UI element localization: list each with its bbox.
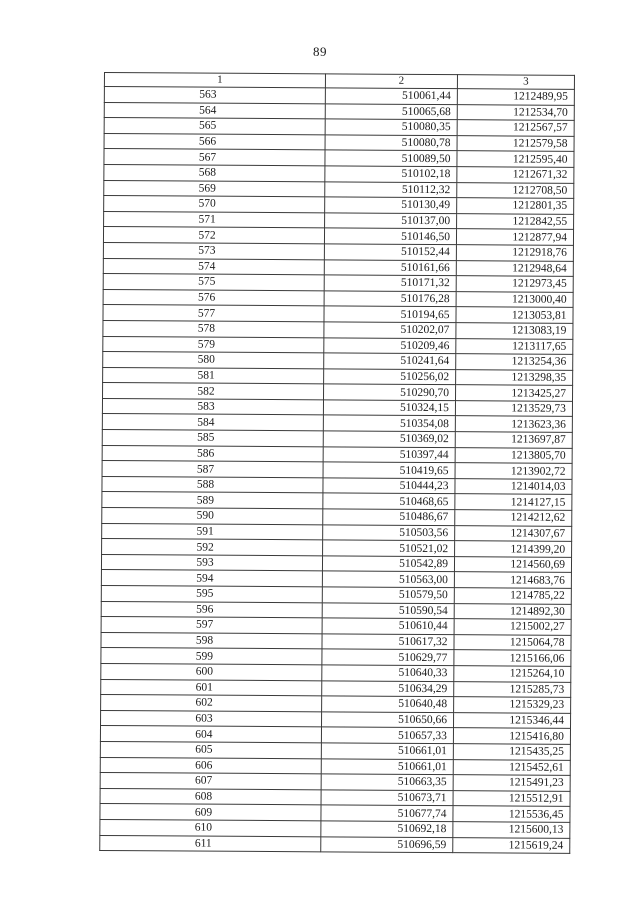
point-number-cell: 591 xyxy=(102,523,323,540)
x-coordinate-cell: 510692,18 xyxy=(321,821,453,837)
y-coordinate-cell: 1215491,23 xyxy=(453,775,570,791)
y-coordinate-cell: 1215166,06 xyxy=(454,650,571,666)
x-coordinate-cell: 510563,00 xyxy=(322,571,454,587)
x-coordinate-cell: 510634,29 xyxy=(322,680,454,696)
point-number-cell: 601 xyxy=(101,679,322,696)
coordinates-table xyxy=(99,72,575,854)
y-coordinate-cell: 1214399,20 xyxy=(455,541,572,557)
y-coordinate-cell: 1213083,19 xyxy=(456,323,573,339)
x-coordinate-cell: 510542,89 xyxy=(322,556,454,572)
point-number-cell: 600 xyxy=(101,663,322,680)
y-coordinate-cell: 1214892,30 xyxy=(454,603,571,619)
point-number-cell: 605 xyxy=(100,741,321,758)
x-coordinate-cell: 510241,64 xyxy=(324,353,456,369)
x-coordinate-cell: 510579,50 xyxy=(322,587,454,603)
x-coordinate-cell: 510419,65 xyxy=(323,462,455,478)
x-coordinate-cell: 510661,01 xyxy=(321,758,453,774)
point-number-cell: 564 xyxy=(104,102,325,119)
y-coordinate-cell: 1212489,95 xyxy=(457,89,574,105)
y-coordinate-cell: 1215416,80 xyxy=(453,728,570,744)
y-coordinate-cell: 1214014,03 xyxy=(455,478,572,494)
x-coordinate-cell: 510102,18 xyxy=(325,166,457,182)
y-coordinate-cell: 1212948,64 xyxy=(456,260,573,276)
point-number-cell: 580 xyxy=(103,352,324,369)
x-coordinate-cell: 510256,02 xyxy=(324,369,456,385)
column-header-1: 1 xyxy=(104,73,325,88)
point-number-cell: 603 xyxy=(101,710,322,727)
x-coordinate-cell: 510130,49 xyxy=(325,197,457,213)
point-number-cell: 590 xyxy=(102,508,323,525)
point-number-cell: 598 xyxy=(101,632,322,649)
y-coordinate-cell: 1212708,50 xyxy=(457,182,574,198)
x-coordinate-cell: 510202,07 xyxy=(324,322,456,338)
x-coordinate-cell: 510503,56 xyxy=(323,524,455,540)
x-coordinate-cell: 510657,33 xyxy=(321,727,453,743)
x-coordinate-cell: 510194,65 xyxy=(324,306,456,322)
x-coordinate-cell: 510640,48 xyxy=(322,696,454,712)
point-number-cell: 594 xyxy=(101,570,322,587)
y-coordinate-cell: 1215329,23 xyxy=(454,697,571,713)
point-number-cell: 571 xyxy=(104,211,325,228)
point-number-cell: 606 xyxy=(100,757,321,774)
point-number-cell: 568 xyxy=(104,164,325,181)
point-number-cell: 577 xyxy=(103,305,324,322)
point-number-cell: 575 xyxy=(103,274,324,291)
point-number-cell: 584 xyxy=(102,414,323,431)
y-coordinate-cell: 1214560,69 xyxy=(454,556,571,572)
x-coordinate-cell: 510468,65 xyxy=(323,493,455,509)
y-coordinate-cell: 1215536,45 xyxy=(453,806,570,822)
y-coordinate-cell: 1212918,76 xyxy=(456,245,573,261)
x-coordinate-cell: 510677,74 xyxy=(321,805,453,821)
x-coordinate-cell: 510650,66 xyxy=(322,712,454,728)
y-coordinate-cell: 1215346,44 xyxy=(453,712,570,728)
x-coordinate-cell: 510065,68 xyxy=(325,103,457,119)
y-coordinate-cell: 1212534,70 xyxy=(457,104,574,120)
point-number-cell: 578 xyxy=(103,320,324,337)
point-number-cell: 569 xyxy=(104,180,325,197)
point-number-cell: 592 xyxy=(102,539,323,556)
x-coordinate-cell: 510161,66 xyxy=(324,259,456,275)
point-number-cell: 597 xyxy=(101,617,322,634)
y-coordinate-cell: 1212973,45 xyxy=(456,276,573,292)
y-coordinate-cell: 1213117,65 xyxy=(456,338,573,354)
point-number-cell: 589 xyxy=(102,492,323,509)
x-coordinate-cell: 510176,28 xyxy=(324,291,456,307)
y-coordinate-cell: 1213902,72 xyxy=(455,463,572,479)
y-coordinate-cell: 1212595,40 xyxy=(457,151,574,167)
y-coordinate-cell: 1215600,13 xyxy=(453,822,570,838)
x-coordinate-cell: 510152,44 xyxy=(324,244,456,260)
y-coordinate-cell: 1212842,55 xyxy=(457,213,574,229)
y-coordinate-cell: 1213425,27 xyxy=(455,385,572,401)
point-number-cell: 585 xyxy=(102,430,323,447)
y-coordinate-cell: 1214127,15 xyxy=(455,494,572,510)
x-coordinate-cell: 510171,32 xyxy=(324,275,456,291)
y-coordinate-cell: 1215435,25 xyxy=(453,744,570,760)
x-coordinate-cell: 510617,32 xyxy=(322,634,454,650)
x-coordinate-cell: 510290,70 xyxy=(324,384,456,400)
x-coordinate-cell: 510661,01 xyxy=(321,743,453,759)
x-coordinate-cell: 510354,08 xyxy=(323,415,455,431)
point-number-cell: 581 xyxy=(103,367,324,384)
x-coordinate-cell: 510324,15 xyxy=(323,400,455,416)
table-body xyxy=(100,87,575,854)
point-number-cell: 563 xyxy=(104,87,325,104)
x-coordinate-cell: 510209,46 xyxy=(324,337,456,353)
y-coordinate-cell: 1212801,35 xyxy=(457,198,574,214)
y-coordinate-cell: 1213623,36 xyxy=(455,416,572,432)
point-number-cell: 599 xyxy=(101,648,322,665)
y-coordinate-cell: 1212579,58 xyxy=(457,135,574,151)
x-coordinate-cell: 510629,77 xyxy=(322,649,454,665)
y-coordinate-cell: 1215452,61 xyxy=(453,759,570,775)
point-number-cell: 566 xyxy=(104,133,325,150)
x-coordinate-cell: 510590,54 xyxy=(322,602,454,618)
point-number-cell: 602 xyxy=(101,695,322,712)
x-coordinate-cell: 510080,35 xyxy=(325,119,457,135)
x-coordinate-cell: 510369,02 xyxy=(323,431,455,447)
point-number-cell: 610 xyxy=(100,819,321,836)
table-row xyxy=(100,835,570,853)
column-header-3: 3 xyxy=(457,75,574,90)
x-coordinate-cell: 510663,35 xyxy=(321,774,453,790)
y-coordinate-cell: 1215264,10 xyxy=(454,666,571,682)
y-coordinate-cell: 1212671,32 xyxy=(457,167,574,183)
y-coordinate-cell: 1215064,78 xyxy=(454,634,571,650)
point-number-cell: 572 xyxy=(103,227,324,244)
y-coordinate-cell: 1213000,40 xyxy=(456,291,573,307)
y-coordinate-cell: 1215002,27 xyxy=(454,619,571,635)
point-number-cell: 608 xyxy=(100,788,321,805)
column-header-2: 2 xyxy=(325,74,457,89)
point-number-cell: 604 xyxy=(100,726,321,743)
page-number: 89 xyxy=(313,44,327,59)
y-coordinate-cell: 1214307,67 xyxy=(455,525,572,541)
point-number-cell: 579 xyxy=(103,336,324,353)
y-coordinate-cell: 1215619,24 xyxy=(453,837,570,853)
point-number-cell: 611 xyxy=(100,835,321,852)
y-coordinate-cell: 1213298,35 xyxy=(456,369,573,385)
point-number-cell: 596 xyxy=(101,601,322,618)
x-coordinate-cell: 510486,67 xyxy=(323,509,455,525)
point-number-cell: 576 xyxy=(103,289,324,306)
x-coordinate-cell: 510080,78 xyxy=(325,135,457,151)
point-number-cell: 607 xyxy=(100,773,321,790)
y-coordinate-cell: 1212567,57 xyxy=(457,120,574,136)
y-coordinate-cell: 1214785,22 xyxy=(454,588,571,604)
x-coordinate-cell: 510696,59 xyxy=(321,836,453,852)
x-coordinate-cell: 510610,44 xyxy=(322,618,454,634)
x-coordinate-cell: 510673,71 xyxy=(321,790,453,806)
point-number-cell: 609 xyxy=(100,804,321,821)
y-coordinate-cell: 1213529,73 xyxy=(455,401,572,417)
point-number-cell: 586 xyxy=(102,445,323,462)
point-number-cell: 565 xyxy=(104,118,325,135)
x-coordinate-cell: 510640,33 xyxy=(322,665,454,681)
y-coordinate-cell: 1213697,87 xyxy=(455,432,572,448)
point-number-cell: 567 xyxy=(104,149,325,166)
y-coordinate-cell: 1215512,91 xyxy=(453,790,570,806)
x-coordinate-cell: 510089,50 xyxy=(325,150,457,166)
y-coordinate-cell: 1215285,73 xyxy=(454,681,571,697)
y-coordinate-cell: 1212877,94 xyxy=(456,229,573,245)
y-coordinate-cell: 1213053,81 xyxy=(456,307,573,323)
x-coordinate-cell: 510444,23 xyxy=(323,478,455,494)
point-number-cell: 583 xyxy=(102,398,323,415)
point-number-cell: 582 xyxy=(103,383,324,400)
point-number-cell: 595 xyxy=(101,585,322,602)
y-coordinate-cell: 1213254,36 xyxy=(456,354,573,370)
point-number-cell: 573 xyxy=(103,242,324,259)
y-coordinate-cell: 1214683,76 xyxy=(454,572,571,588)
x-coordinate-cell: 510137,00 xyxy=(325,213,457,229)
x-coordinate-cell: 510146,50 xyxy=(324,228,456,244)
point-number-cell: 574 xyxy=(103,258,324,275)
x-coordinate-cell: 510112,32 xyxy=(325,181,457,197)
point-number-cell: 593 xyxy=(101,554,322,571)
x-coordinate-cell: 510061,44 xyxy=(325,88,457,104)
point-number-cell: 588 xyxy=(102,476,323,493)
y-coordinate-cell: 1213805,70 xyxy=(455,447,572,463)
x-coordinate-cell: 510521,02 xyxy=(323,540,455,556)
x-coordinate-cell: 510397,44 xyxy=(323,447,455,463)
y-coordinate-cell: 1214212,62 xyxy=(455,510,572,526)
point-number-cell: 570 xyxy=(104,196,325,213)
point-number-cell: 587 xyxy=(102,461,323,478)
